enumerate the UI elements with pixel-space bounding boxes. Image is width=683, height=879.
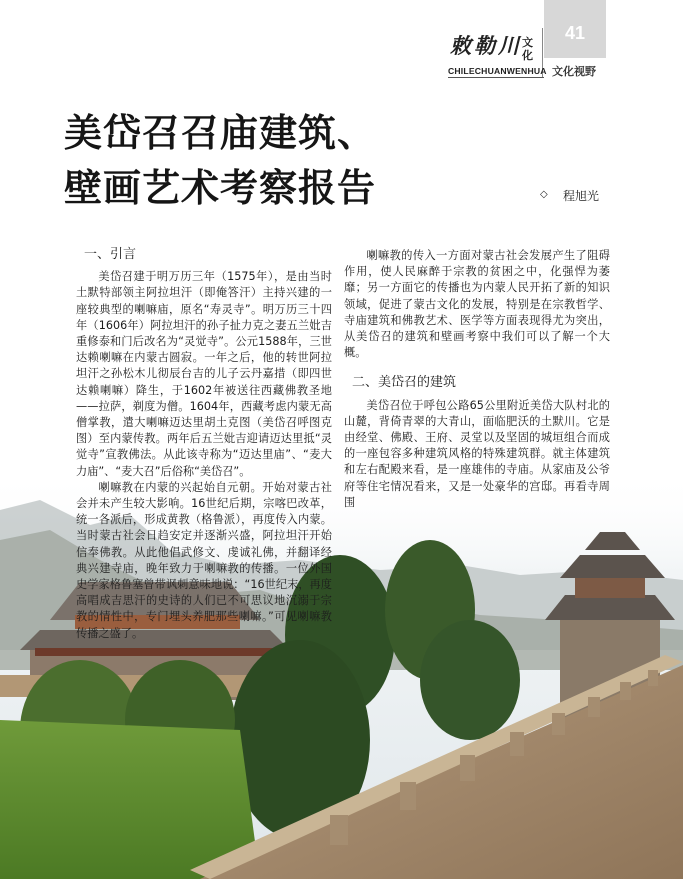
temple-beams <box>35 648 275 656</box>
paragraph: 喇嘛教在内蒙的兴起始自元朝。开始对蒙古社会并未产生较大影响。16世纪后期，宗喀巴改革，统一各派后，形成黄教（格鲁派），再度传入内蒙。当时蒙古社会日趋安定并逐渐兴盛，阿拉坦汗开始信奉佛教。从此他倡武修文、虔诚礼佛，并翻译经典兴建寺庙，晚年致力于喇嘛教的传播。一位外国史学家格鲁塞曾带讽刺意味地说：“16世纪末，再度高唱成吉思汗的史诗的人们已不可思议地沉溺于宗教的情性中，专门埋头养肥那些喇嘛。”可见喇嘛教传播之盛了。 <box>76 480 332 640</box>
paragraph: 美岱召位于呼包公路65公里附近美岱大队村北的山麓，背倚青翠的大青山，面临肥沃的土默川。它是由经堂、佛殿、王府、灵堂以及坚固的城垣组合而成的一座包容多种建筑风格的特殊建筑群。就主体建筑和左右配殿来看，是一座雄伟的寺庙。从家庙及公爷府等住宅情况看来，又是一处豪华的宫邸。再看寺周围 <box>344 398 610 509</box>
tree <box>420 620 520 740</box>
magazine-logo-english: CHILECHUANWENHUA <box>448 66 547 76</box>
paragraph: 喇嘛教的传入一方面对蒙古社会发展产生了阻碍作用，使人民麻醉于宗教的贫困之中，化强悍为萎靡；另一方面它的传播也为内蒙人民开拓了新的知识领域，促进了蒙古文化的发展，特别是在宗教哲学、寺庙建筑和佛教艺术、医学等方面表现得尤为突出，从美岱召的建筑和壁画考察中我们可以了解一个大概。 <box>344 249 610 360</box>
text-column-right <box>344 248 610 511</box>
section-2-heading: 二、美岱召的建筑 <box>352 375 457 391</box>
gate-tower-roof-1 <box>545 595 675 620</box>
grass-field <box>0 720 260 879</box>
article-title-line-2: 壁画艺术考察报告 <box>64 165 377 210</box>
section-1-heading: 一、引言 <box>84 247 137 262</box>
page-number: 41 <box>564 23 586 43</box>
header-rule <box>448 77 544 78</box>
article-title-line-1: 美岱召召庙建筑、 <box>64 110 377 155</box>
magazine-logo-wenhua: 文化 <box>522 36 533 62</box>
paragraph: 美岱召建于明万历三年（1575年），是由当时土默特部领主阿拉坦汗（即俺答汗）主持兴建的一座较典型的喇嘛庙，原名“寿灵寺”。明万历三十四年（1606年）阿拉坦汗的孙子扯力克之妻五兰妣吉重修泰和门后改名为“灵觉寺”。公元1588年，三世达赖喇嘛在内蒙古圆寂。一年之后，他的转世阿拉坦汗之孙松木儿彻辰台吉的儿子云丹嘉措（即四世达赖喇嘛）降生，于1602年被送往西藏佛教圣地——拉萨，剃度为僧。1604年，西藏考虑内蒙无高僧掌教，遣大喇嘛迈达里胡土克图（美岱召呼图克图）至内蒙传教。两年后五兰妣吉迎请迈达里抵“灵觉寺”宣教佛法。从此该寺称为“迈达里庙”、“麦大力庙”、“麦大召”后俗称“美岱召”。 <box>76 270 332 478</box>
text-column-left <box>76 247 332 642</box>
magazine-logo-calligraphy: 敕勒川 <box>450 33 522 58</box>
author-name: 程旭光 <box>563 189 600 203</box>
author-diamond-icon: ◇ <box>540 189 548 200</box>
section-label: 文化视野 <box>552 65 596 78</box>
